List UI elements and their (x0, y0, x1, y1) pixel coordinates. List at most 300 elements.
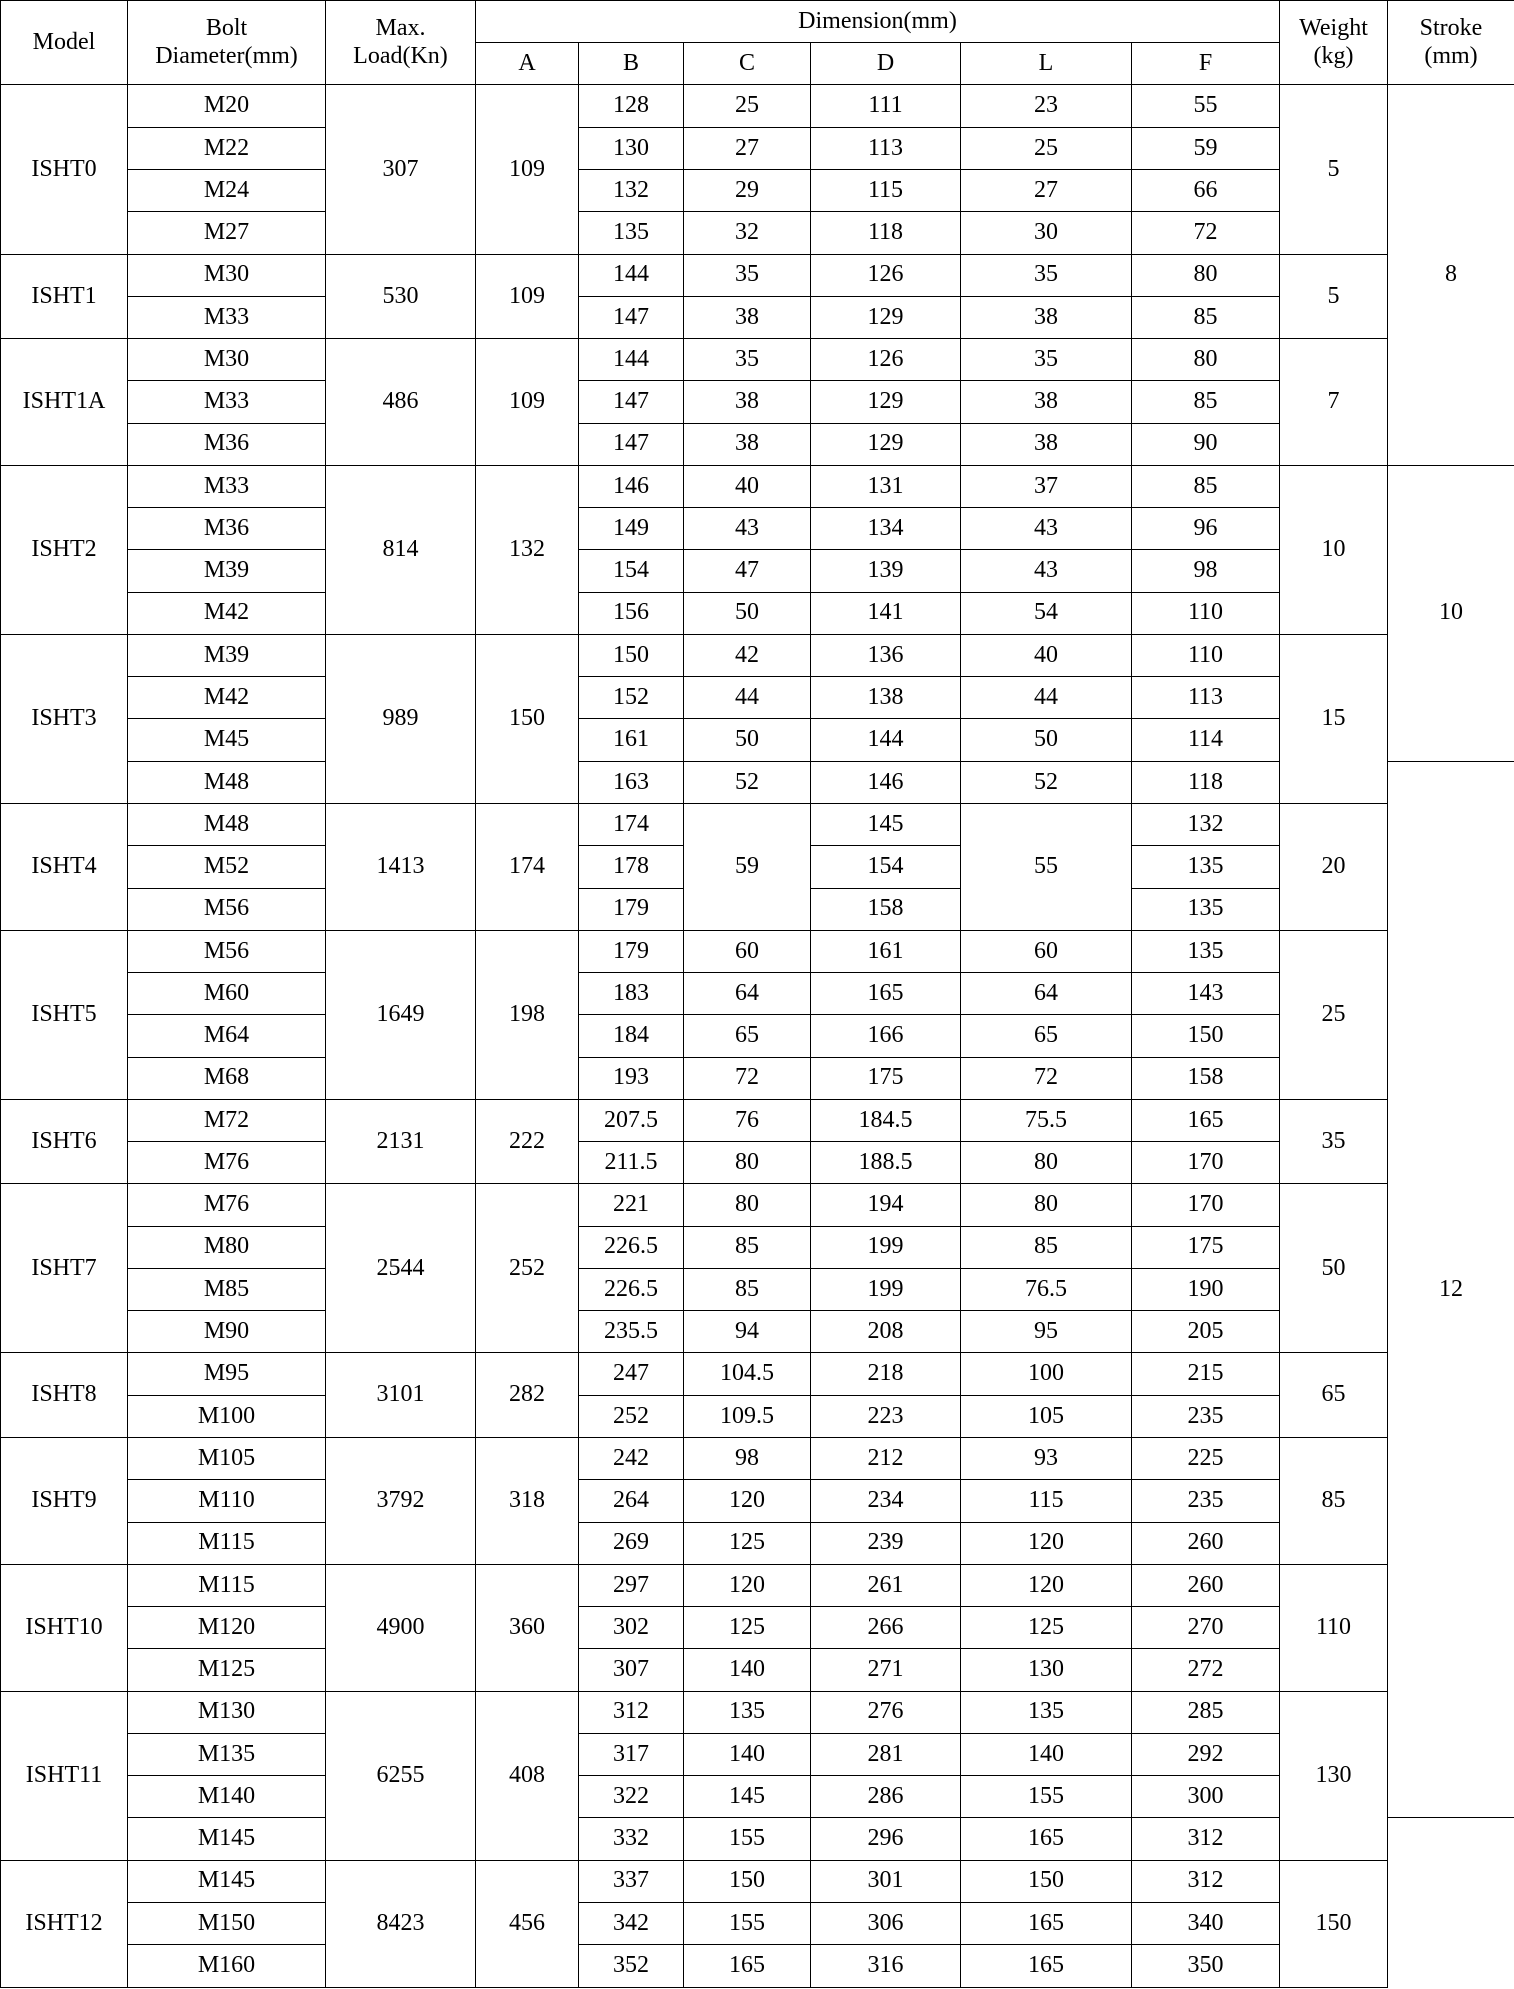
dim-f-cell: 80 (1132, 339, 1280, 381)
dim-f-cell: 118 (1132, 761, 1280, 803)
dim-f-cell: 215 (1132, 1353, 1280, 1395)
dim-b-cell: 342 (579, 1902, 684, 1944)
dim-f-cell: 158 (1132, 1057, 1280, 1099)
dim-a-cell: 360 (476, 1564, 579, 1691)
dim-l-cell: 155 (961, 1776, 1132, 1818)
dim-d-cell: 129 (811, 423, 961, 465)
dim-d-cell: 136 (811, 634, 961, 676)
bolt-diameter-cell: M48 (128, 761, 326, 803)
dim-f-cell: 260 (1132, 1564, 1280, 1606)
dim-c-cell: 60 (684, 930, 811, 972)
dim-f-cell: 312 (1132, 1818, 1280, 1860)
bolt-diameter-cell: M145 (128, 1818, 326, 1860)
max-load-cell: 2131 (326, 1099, 476, 1184)
dim-f-cell: 135 (1132, 846, 1280, 888)
dim-c-cell: 52 (684, 761, 811, 803)
dim-l-cell: 65 (961, 1015, 1132, 1057)
dim-f-cell: 135 (1132, 930, 1280, 972)
bolt-diameter-cell: M110 (128, 1480, 326, 1522)
dim-b-cell: 149 (579, 508, 684, 550)
bolt-diameter-cell: M22 (128, 127, 326, 169)
dim-d-cell: 266 (811, 1607, 961, 1649)
dim-c-cell: 65 (684, 1015, 811, 1057)
dim-d-cell: 281 (811, 1733, 961, 1775)
dim-f-cell: 292 (1132, 1733, 1280, 1775)
stroke-cell: 10 (1388, 465, 1514, 761)
bolt-diameter-cell: M115 (128, 1522, 326, 1564)
bolt-diameter-cell: M85 (128, 1268, 326, 1310)
dim-f-cell: 132 (1132, 803, 1280, 845)
dim-c-cell: 109.5 (684, 1395, 811, 1437)
header-weight-line2: (kg) (1313, 42, 1354, 69)
table-row (1, 1184, 1514, 1226)
dim-l-cell: 76.5 (961, 1268, 1132, 1310)
dim-b-cell: 235.5 (579, 1311, 684, 1353)
bolt-diameter-cell: M24 (128, 170, 326, 212)
bolt-diameter-cell: M120 (128, 1607, 326, 1649)
dim-f-cell: 80 (1132, 254, 1280, 296)
dim-c-cell: 64 (684, 973, 811, 1015)
bolt-diameter-cell: M36 (128, 423, 326, 465)
dim-l-cell: 80 (961, 1184, 1132, 1226)
dim-b-cell: 147 (579, 423, 684, 465)
dim-b-cell: 132 (579, 170, 684, 212)
bolt-diameter-cell: M27 (128, 212, 326, 254)
dim-b-cell: 226.5 (579, 1268, 684, 1310)
dim-d-cell: 131 (811, 465, 961, 507)
max-load-cell: 530 (326, 254, 476, 339)
dim-c-cell: 80 (684, 1142, 811, 1184)
weight-cell: 85 (1280, 1437, 1388, 1564)
model-cell: ISHT0 (1, 85, 128, 254)
dim-c-cell: 50 (684, 592, 811, 634)
weight-cell: 25 (1280, 930, 1388, 1099)
dim-c-cell: 125 (684, 1607, 811, 1649)
max-load-cell: 2544 (326, 1184, 476, 1353)
dim-l-cell: 80 (961, 1142, 1132, 1184)
weight-cell: 50 (1280, 1184, 1388, 1353)
table-row (1, 1437, 1514, 1479)
bolt-diameter-cell: M52 (128, 846, 326, 888)
dim-f-cell: 113 (1132, 677, 1280, 719)
dim-d-cell: 165 (811, 973, 961, 1015)
bolt-diameter-cell: M125 (128, 1649, 326, 1691)
dim-l-cell: 27 (961, 170, 1132, 212)
dim-c-cell: 98 (684, 1437, 811, 1479)
dim-d-cell: 158 (811, 888, 961, 930)
dim-d-cell: 199 (811, 1268, 961, 1310)
dim-b-cell: 211.5 (579, 1142, 684, 1184)
dim-d-cell: 145 (811, 803, 961, 845)
dim-b-cell: 247 (579, 1353, 684, 1395)
dim-d-cell: 154 (811, 846, 961, 888)
bolt-diameter-cell: M140 (128, 1776, 326, 1818)
dim-l-cell: 85 (961, 1226, 1132, 1268)
dim-d-cell: 188.5 (811, 1142, 961, 1184)
dim-d-cell: 146 (811, 761, 961, 803)
max-load-cell: 8423 (326, 1860, 476, 1987)
dim-f-cell: 260 (1132, 1522, 1280, 1564)
dim-f-cell: 165 (1132, 1099, 1280, 1141)
dim-d-cell: 212 (811, 1437, 961, 1479)
dim-b-cell: 179 (579, 888, 684, 930)
table-row (1, 930, 1514, 972)
dim-c-cell: 85 (684, 1268, 811, 1310)
dim-d-cell: 138 (811, 677, 961, 719)
bolt-diameter-cell: M76 (128, 1142, 326, 1184)
dim-b-cell: 193 (579, 1057, 684, 1099)
bolt-diameter-cell: M33 (128, 381, 326, 423)
table-row (1, 465, 1514, 507)
dim-c-cell: 140 (684, 1649, 811, 1691)
dim-f-cell: 85 (1132, 296, 1280, 338)
dim-d-cell: 316 (811, 1945, 961, 1988)
dim-d-cell: 296 (811, 1818, 961, 1860)
dim-b-cell: 307 (579, 1649, 684, 1691)
dim-b-cell: 264 (579, 1480, 684, 1522)
dim-b-cell: 130 (579, 127, 684, 169)
model-cell: ISHT6 (1, 1099, 128, 1184)
bolt-diameter-cell: M115 (128, 1564, 326, 1606)
dim-l-cell: 93 (961, 1437, 1132, 1479)
dim-d-cell: 239 (811, 1522, 961, 1564)
bolt-diameter-cell: M36 (128, 508, 326, 550)
dim-a-cell: 456 (476, 1860, 579, 1987)
dim-f-cell: 270 (1132, 1607, 1280, 1649)
dim-l-cell: 105 (961, 1395, 1132, 1437)
dim-b-cell: 147 (579, 381, 684, 423)
bolt-diameter-cell: M30 (128, 339, 326, 381)
dim-b-cell: 144 (579, 339, 684, 381)
dim-d-cell: 144 (811, 719, 961, 761)
dim-c-cell: 44 (684, 677, 811, 719)
dim-c-cell: 120 (684, 1564, 811, 1606)
table-row (1, 85, 1514, 127)
dim-b-cell: 156 (579, 592, 684, 634)
dim-f-cell: 272 (1132, 1649, 1280, 1691)
dim-d-cell: 115 (811, 170, 961, 212)
dim-a-cell: 109 (476, 85, 579, 254)
dim-c-cell: 85 (684, 1226, 811, 1268)
bolt-diameter-cell: M42 (128, 677, 326, 719)
table-row (1, 1860, 1514, 1902)
dim-a-cell: 150 (476, 634, 579, 803)
bolt-diameter-cell: M30 (128, 254, 326, 296)
dim-b-cell: 352 (579, 1945, 684, 1988)
dim-f-cell: 285 (1132, 1691, 1280, 1733)
dim-b-cell: 312 (579, 1691, 684, 1733)
weight-cell: 15 (1280, 634, 1388, 803)
dim-l-cell: 60 (961, 930, 1132, 972)
bolt-diameter-cell: M130 (128, 1691, 326, 1733)
dim-l-cell: 54 (961, 592, 1132, 634)
dim-d-cell: 301 (811, 1860, 961, 1902)
bolt-diameter-cell: M105 (128, 1437, 326, 1479)
dim-l-cell: 38 (961, 381, 1132, 423)
dim-b-cell: 146 (579, 465, 684, 507)
dim-c-cell: 125 (684, 1522, 811, 1564)
dim-b-cell: 269 (579, 1522, 684, 1564)
dim-b-cell: 163 (579, 761, 684, 803)
dim-d-cell: 223 (811, 1395, 961, 1437)
dim-b-cell: 221 (579, 1184, 684, 1226)
header-load-line2: Load(Kn) (353, 42, 448, 69)
max-load-cell: 3101 (326, 1353, 476, 1438)
dim-c-cell: 145 (684, 1776, 811, 1818)
dim-l-cell: 120 (961, 1564, 1132, 1606)
header-weight-line1: Weight (1299, 15, 1368, 42)
dim-l-cell: 44 (961, 677, 1132, 719)
dim-f-cell: 66 (1132, 170, 1280, 212)
dim-l-cell: 52 (961, 761, 1132, 803)
dim-b-cell: 242 (579, 1437, 684, 1479)
max-load-cell: 486 (326, 339, 476, 466)
dim-f-cell: 350 (1132, 1945, 1280, 1988)
dim-f-cell: 85 (1132, 465, 1280, 507)
weight-cell: 5 (1280, 254, 1388, 339)
header-bolt-diameter (128, 1, 326, 85)
dim-d-cell: 126 (811, 339, 961, 381)
table-row (1, 1353, 1514, 1395)
table-row (1, 1691, 1514, 1733)
header-dim-d: D (811, 43, 961, 85)
dim-l-cell: 64 (961, 973, 1132, 1015)
bolt-diameter-cell: M72 (128, 1099, 326, 1141)
model-cell: ISHT11 (1, 1691, 128, 1860)
dim-c-cell: 42 (684, 634, 811, 676)
bolt-diameter-cell: M56 (128, 888, 326, 930)
dim-c-cell: 32 (684, 212, 811, 254)
dim-d-cell: 286 (811, 1776, 961, 1818)
header-dim-f: F (1132, 43, 1280, 85)
bolt-diameter-cell: M33 (128, 296, 326, 338)
model-cell: ISHT8 (1, 1353, 128, 1438)
dim-c-cell: 27 (684, 127, 811, 169)
dim-c-cell: 35 (684, 339, 811, 381)
dim-l-cell: 120 (961, 1522, 1132, 1564)
dim-l-cell: 150 (961, 1860, 1132, 1902)
dim-l-cell: 100 (961, 1353, 1132, 1395)
dim-c-cell: 120 (684, 1480, 811, 1522)
max-load-cell: 989 (326, 634, 476, 803)
max-load-cell: 1649 (326, 930, 476, 1099)
model-cell: ISHT7 (1, 1184, 128, 1353)
dim-c-cell: 140 (684, 1733, 811, 1775)
dim-f-cell: 55 (1132, 85, 1280, 127)
dim-b-cell: 184 (579, 1015, 684, 1057)
dim-d-cell: 271 (811, 1649, 961, 1691)
model-cell: ISHT4 (1, 803, 128, 930)
dim-d-cell: 194 (811, 1184, 961, 1226)
weight-cell: 20 (1280, 803, 1388, 930)
model-cell: ISHT2 (1, 465, 128, 634)
dim-l-cell: 38 (961, 423, 1132, 465)
dim-f-cell: 150 (1132, 1015, 1280, 1057)
dim-f-cell: 85 (1132, 381, 1280, 423)
dim-a-cell: 282 (476, 1353, 579, 1438)
dim-l-cell: 125 (961, 1607, 1132, 1649)
dim-d-cell: 118 (811, 212, 961, 254)
weight-cell: 5 (1280, 85, 1388, 254)
dim-c-cell: 38 (684, 423, 811, 465)
dim-b-cell: 135 (579, 212, 684, 254)
weight-cell: 10 (1280, 465, 1388, 634)
dim-c-cell: 43 (684, 508, 811, 550)
bolt-diameter-cell: M20 (128, 85, 326, 127)
table-row (1, 339, 1514, 381)
dim-d-cell: 134 (811, 508, 961, 550)
dim-l-cell: 95 (961, 1311, 1132, 1353)
weight-cell: 35 (1280, 1099, 1388, 1184)
bolt-diameter-cell: M150 (128, 1902, 326, 1944)
dim-d-cell: 166 (811, 1015, 961, 1057)
dim-c-cell: 72 (684, 1057, 811, 1099)
dim-d-cell: 218 (811, 1353, 961, 1395)
dim-l-cell: 38 (961, 296, 1132, 338)
dim-l-cell: 23 (961, 85, 1132, 127)
model-cell: ISHT10 (1, 1564, 128, 1691)
header-stroke-line1: Stroke (1419, 15, 1483, 42)
dim-b-cell: 161 (579, 719, 684, 761)
dim-b-cell: 302 (579, 1607, 684, 1649)
dim-c-cell: 25 (684, 85, 811, 127)
model-cell: ISHT9 (1, 1437, 128, 1564)
dim-c-cell: 155 (684, 1902, 811, 1944)
dim-l-cell: 55 (961, 803, 1132, 930)
dim-b-cell: 178 (579, 846, 684, 888)
dim-f-cell: 170 (1132, 1142, 1280, 1184)
dim-a-cell: 109 (476, 254, 579, 339)
weight-cell: 65 (1280, 1353, 1388, 1438)
dim-b-cell: 179 (579, 930, 684, 972)
stroke-cell: 8 (1388, 85, 1514, 465)
dim-f-cell: 110 (1132, 634, 1280, 676)
dim-f-cell: 340 (1132, 1902, 1280, 1944)
dim-c-cell: 150 (684, 1860, 811, 1902)
model-cell: ISHT1A (1, 339, 128, 466)
dim-b-cell: 183 (579, 973, 684, 1015)
dim-c-cell: 29 (684, 170, 811, 212)
dim-c-cell: 76 (684, 1099, 811, 1141)
dim-c-cell: 47 (684, 550, 811, 592)
bolt-diameter-cell: M60 (128, 973, 326, 1015)
dim-c-cell: 94 (684, 1311, 811, 1353)
table-row (1, 803, 1514, 845)
dim-l-cell: 115 (961, 1480, 1132, 1522)
bolt-diameter-cell: M42 (128, 592, 326, 634)
dim-l-cell: 75.5 (961, 1099, 1132, 1141)
dim-l-cell: 72 (961, 1057, 1132, 1099)
dim-c-cell: 135 (684, 1691, 811, 1733)
dim-b-cell: 322 (579, 1776, 684, 1818)
dim-f-cell: 205 (1132, 1311, 1280, 1353)
dim-a-cell: 174 (476, 803, 579, 930)
dim-f-cell: 114 (1132, 719, 1280, 761)
weight-cell: 110 (1280, 1564, 1388, 1691)
dim-l-cell: 35 (961, 254, 1132, 296)
dim-d-cell: 199 (811, 1226, 961, 1268)
bolt-diameter-cell: M56 (128, 930, 326, 972)
max-load-cell: 814 (326, 465, 476, 634)
dim-l-cell: 37 (961, 465, 1132, 507)
dim-d-cell: 161 (811, 930, 961, 972)
dim-d-cell: 129 (811, 381, 961, 423)
dim-l-cell: 165 (961, 1945, 1132, 1988)
model-cell: ISHT12 (1, 1860, 128, 1987)
dim-c-cell: 38 (684, 296, 811, 338)
dim-b-cell: 337 (579, 1860, 684, 1902)
dim-d-cell: 184.5 (811, 1099, 961, 1141)
stroke-cell: 12 (1388, 761, 1514, 1818)
spec-table-body (1, 85, 1514, 1988)
dim-f-cell: 235 (1132, 1480, 1280, 1522)
header-weight (1280, 1, 1388, 85)
dim-d-cell: 111 (811, 85, 961, 127)
dim-d-cell: 129 (811, 296, 961, 338)
header-bolt-line1: Bolt (205, 15, 248, 42)
dim-d-cell: 306 (811, 1902, 961, 1944)
header-dim-a: A (476, 43, 579, 85)
bolt-diameter-cell: M145 (128, 1860, 326, 1902)
dim-f-cell: 170 (1132, 1184, 1280, 1226)
header-dim-b: B (579, 43, 684, 85)
dim-b-cell: 317 (579, 1733, 684, 1775)
dim-c-cell: 38 (684, 381, 811, 423)
model-cell: ISHT5 (1, 930, 128, 1099)
dim-f-cell: 190 (1132, 1268, 1280, 1310)
dim-b-cell: 174 (579, 803, 684, 845)
dim-f-cell: 90 (1132, 423, 1280, 465)
dim-l-cell: 40 (961, 634, 1132, 676)
dim-b-cell: 150 (579, 634, 684, 676)
dim-c-cell: 80 (684, 1184, 811, 1226)
dim-d-cell: 141 (811, 592, 961, 634)
dim-c-cell: 50 (684, 719, 811, 761)
max-load-cell: 6255 (326, 1691, 476, 1860)
dim-f-cell: 300 (1132, 1776, 1280, 1818)
dim-l-cell: 43 (961, 508, 1132, 550)
bolt-diameter-cell: M76 (128, 1184, 326, 1226)
dim-l-cell: 43 (961, 550, 1132, 592)
dim-a-cell: 198 (476, 930, 579, 1099)
weight-cell: 130 (1280, 1691, 1388, 1860)
dim-l-cell: 130 (961, 1649, 1132, 1691)
max-load-cell: 307 (326, 85, 476, 254)
dim-l-cell: 50 (961, 719, 1132, 761)
dim-f-cell: 72 (1132, 212, 1280, 254)
dim-d-cell: 175 (811, 1057, 961, 1099)
bolt-diameter-cell: M39 (128, 550, 326, 592)
dim-c-cell: 165 (684, 1945, 811, 1988)
dim-c-cell: 104.5 (684, 1353, 811, 1395)
dim-f-cell: 59 (1132, 127, 1280, 169)
header-stroke-line2: (mm) (1424, 42, 1478, 69)
dim-d-cell: 139 (811, 550, 961, 592)
dim-b-cell: 154 (579, 550, 684, 592)
model-cell: ISHT1 (1, 254, 128, 339)
bolt-diameter-cell: M45 (128, 719, 326, 761)
dim-f-cell: 135 (1132, 888, 1280, 930)
dim-d-cell: 126 (811, 254, 961, 296)
dim-c-cell: 155 (684, 1818, 811, 1860)
bolt-diameter-cell: M39 (128, 634, 326, 676)
dim-b-cell: 297 (579, 1564, 684, 1606)
dim-b-cell: 332 (579, 1818, 684, 1860)
dim-f-cell: 98 (1132, 550, 1280, 592)
dim-b-cell: 226.5 (579, 1226, 684, 1268)
dim-f-cell: 110 (1132, 592, 1280, 634)
bolt-diameter-cell: M100 (128, 1395, 326, 1437)
